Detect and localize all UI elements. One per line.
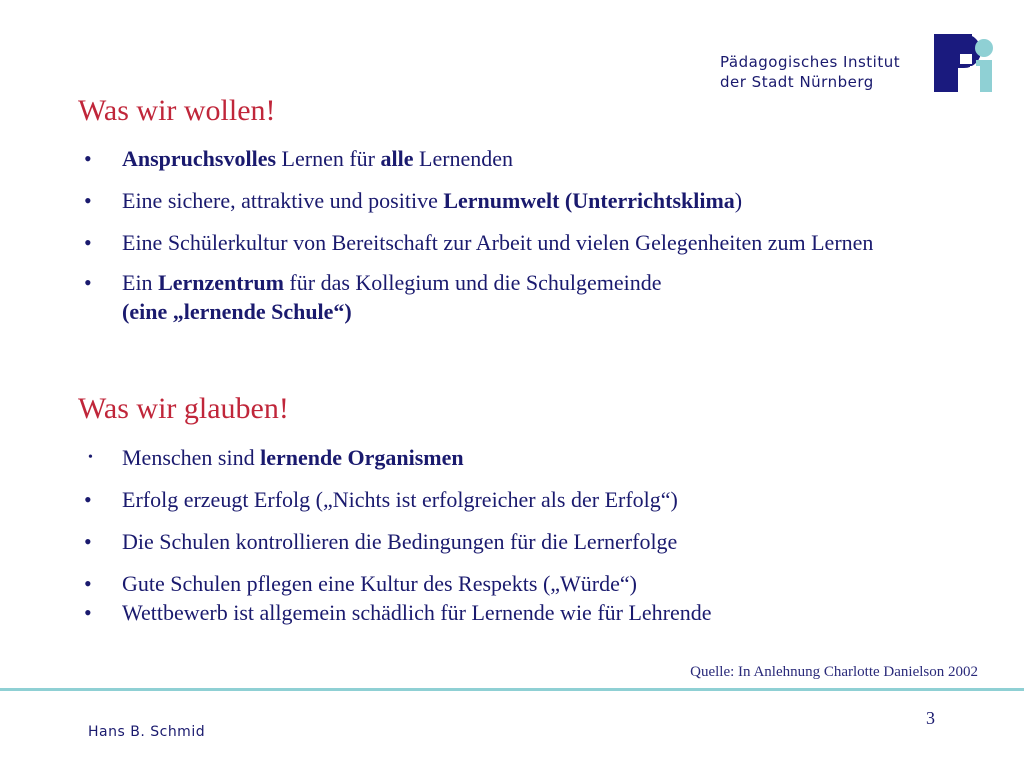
item-text: Wettbewerb ist allgemein schädlich für Lernende wie für Lehrende bbox=[122, 600, 712, 625]
author-name: Hans B. Schmid bbox=[88, 724, 206, 740]
list-item bbox=[78, 144, 958, 173]
item-text: Lernenden bbox=[413, 146, 514, 171]
list-item bbox=[78, 443, 958, 472]
bullet-icon: • bbox=[84, 188, 92, 213]
list-item bbox=[78, 186, 958, 215]
item-text: Menschen sind bbox=[122, 445, 261, 470]
item-text: für das Kollegium und die Schulgemeinde bbox=[283, 270, 662, 295]
bullet-icon: • bbox=[84, 571, 92, 596]
list-item bbox=[78, 569, 958, 598]
wollen-list bbox=[78, 144, 958, 326]
item-text: Lernzentrum bbox=[158, 270, 284, 295]
institute-line-2: der Stadt Nürnberg bbox=[720, 73, 874, 91]
item-text: alle bbox=[380, 146, 414, 171]
institute-name bbox=[720, 52, 900, 92]
list-item bbox=[78, 598, 958, 627]
item-text: Eine sichere, attraktive und positive bbox=[122, 188, 444, 213]
section-heading-glauben: Was wir glauben! bbox=[78, 392, 289, 425]
bullet-icon: • bbox=[84, 600, 92, 625]
glauben-list bbox=[78, 443, 958, 627]
list-item bbox=[78, 527, 958, 556]
item-text: Lernumwelt (Unterrichtsklima bbox=[443, 188, 735, 213]
item-text: Anspruchsvolles bbox=[122, 146, 277, 171]
footer-divider bbox=[0, 688, 1024, 691]
list-item bbox=[78, 268, 958, 326]
section-heading-wollen: Was wir wollen! bbox=[78, 94, 276, 127]
bullet-icon: • bbox=[84, 529, 92, 554]
item-text: Lernen für bbox=[276, 146, 381, 171]
page-number: 3 bbox=[926, 708, 935, 728]
item-text: Gute Schulen pflegen eine Kultur des Respekts („Würde“) bbox=[122, 571, 637, 596]
bullet-icon: • bbox=[84, 230, 92, 255]
list-item bbox=[78, 228, 958, 257]
bullet-icon: • bbox=[84, 487, 92, 512]
bullet-icon: • bbox=[88, 450, 93, 465]
item-text: lernende Organismen bbox=[260, 445, 464, 470]
item-text: Ein bbox=[122, 270, 159, 295]
list-item bbox=[78, 485, 958, 514]
item-text: Eine Schülerkultur von Bereitschaft zur Arbeit und vielen Gelegenheiten zum Lernen bbox=[122, 230, 874, 255]
item-text: ) bbox=[734, 188, 743, 213]
source-citation: Quelle: In Anlehnung Charlotte Danielson 2002 bbox=[690, 664, 978, 680]
bullet-icon: • bbox=[84, 270, 92, 295]
pi-logo-icon bbox=[932, 32, 998, 94]
item-text: (eine „lernende Schule“) bbox=[122, 299, 352, 324]
item-text: Die Schulen kontrollieren die Bedingungen für die Lernerfolge bbox=[122, 529, 678, 554]
item-text: Erfolg erzeugt Erfolg („Nichts ist erfolgreicher als der Erfolg“) bbox=[122, 487, 678, 512]
institute-line-1: Pädagogisches Institut bbox=[720, 53, 901, 71]
bullet-icon: • bbox=[84, 146, 92, 171]
